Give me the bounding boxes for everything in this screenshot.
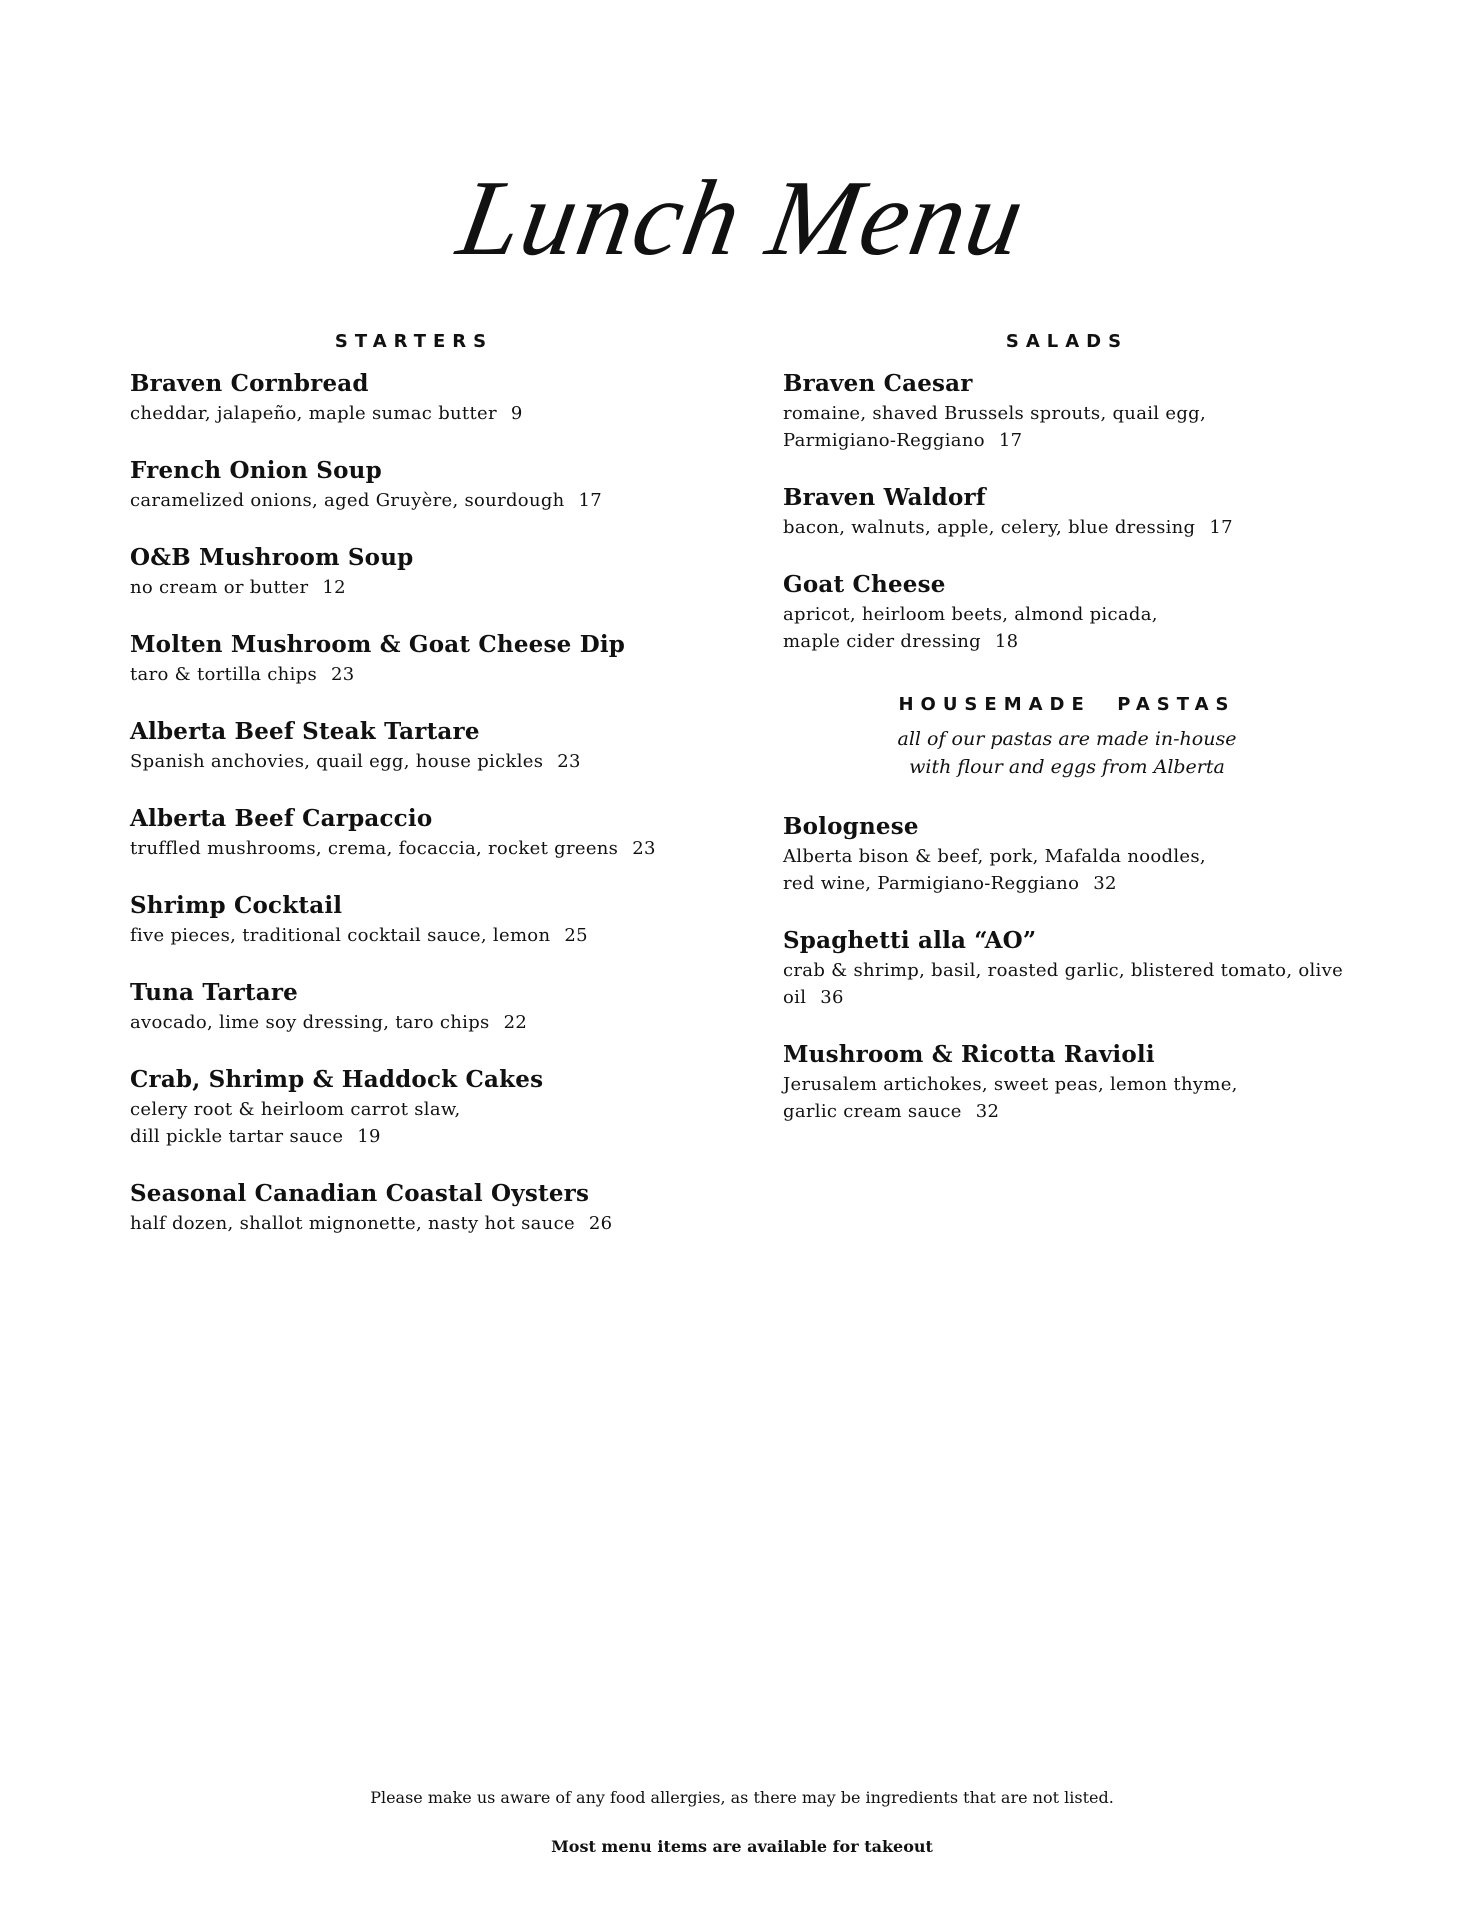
- item-price: 36: [820, 987, 844, 1008]
- menu-title: Lunch Menu: [450, 159, 1035, 278]
- pastas-note-line: with flour and eggs from Alberta: [909, 756, 1225, 778]
- item-name: Mushroom & Ricotta Ravioli: [783, 1041, 1155, 1068]
- item-description: red wine, Parmigiano-Reggiano 32: [783, 873, 1117, 894]
- item-name: O&B Mushroom Soup: [130, 544, 414, 571]
- item-name: Alberta Beef Carpaccio: [130, 805, 433, 832]
- item-price: 26: [588, 1213, 613, 1234]
- item-description: truffled mushrooms, crema, focaccia, rocket greens 23: [130, 838, 656, 859]
- item-description: avocado, lime soy dressing, taro chips 22: [130, 1012, 528, 1033]
- item-name: French Onion Soup: [130, 457, 382, 484]
- item-description: caramelized onions, aged Gruyère, sourdough 17: [130, 490, 603, 511]
- menu-item: [130, 890, 690, 949]
- item-price: 32: [975, 1101, 1000, 1122]
- menu-item: [130, 803, 690, 862]
- menu-item: [783, 482, 1363, 541]
- pastas-heading: HOUSEMADE PASTAS: [898, 694, 1236, 715]
- menu-item: [783, 925, 1363, 1011]
- starters-heading: STARTERS: [334, 331, 494, 352]
- item-price: 17: [1209, 517, 1233, 538]
- item-name: Alberta Beef Steak Tartare: [130, 718, 480, 745]
- menu-item: [783, 1039, 1363, 1125]
- item-description-line: Jerusalem artichokes, sweet peas, lemon thyme,: [783, 1074, 1238, 1095]
- item-description: half dozen, shallot mignonette, nasty hot sauce 26: [130, 1213, 613, 1234]
- item-price: 9: [510, 403, 523, 424]
- menu-item: [130, 629, 690, 688]
- pastas-note: [783, 725, 1351, 781]
- item-description: bacon, walnuts, apple, celery, blue dressing 17: [783, 517, 1233, 538]
- item-description-line: apricot, heirloom beets, almond picada,: [783, 604, 1158, 625]
- menu-item: [130, 455, 690, 514]
- item-name: Seasonal Canadian Coastal Oysters: [130, 1180, 590, 1207]
- menu-item: [130, 1178, 690, 1237]
- item-description: Parmigiano-Reggiano 17: [783, 430, 1023, 451]
- item-name: Molten Mushroom & Goat Cheese Dip: [130, 631, 626, 658]
- item-price: 12: [322, 577, 346, 598]
- item-description: dill pickle tartar sauce 19: [130, 1126, 381, 1147]
- starters-column: [130, 330, 690, 1265]
- item-name: Braven Caesar: [783, 370, 973, 397]
- menu-item: [130, 368, 690, 427]
- item-price: 23: [632, 838, 656, 859]
- menu-item: [130, 1064, 690, 1150]
- menu-item: [783, 569, 1363, 655]
- allergy-note: Please make us aware of any food allergies, as there may be ingredients that are not listed.: [370, 1788, 1114, 1807]
- item-name: Crab, Shrimp & Haddock Cakes: [130, 1066, 544, 1093]
- item-name: Spaghetti alla “AO”: [783, 927, 1037, 954]
- item-name: Goat Cheese: [783, 571, 946, 598]
- item-name: Bolognese: [783, 813, 919, 840]
- item-description: five pieces, traditional cocktail sauce, lemon 25: [130, 925, 588, 946]
- item-price: 32: [1093, 873, 1117, 894]
- item-price: 18: [994, 631, 1019, 652]
- item-name: Braven Waldorf: [783, 484, 986, 511]
- item-price: 25: [564, 925, 588, 946]
- item-description: oil 36: [783, 987, 844, 1008]
- item-description: maple cider dressing 18: [783, 631, 1019, 652]
- pastas-note-line: all of our pastas are made in-house: [897, 728, 1237, 750]
- item-description-line: Alberta bison & beef, pork, Mafalda noodles,: [783, 846, 1206, 867]
- item-name: Braven Cornbread: [130, 370, 369, 397]
- item-description: cheddar, jalapeño, maple sumac butter 9: [130, 403, 523, 424]
- item-price: 17: [998, 430, 1023, 451]
- item-description: no cream or butter 12: [130, 577, 346, 598]
- item-name: Tuna Tartare: [130, 979, 298, 1006]
- item-price: 22: [503, 1012, 528, 1033]
- item-price: 19: [357, 1126, 381, 1147]
- salads-list: [783, 368, 1363, 655]
- menu-item: [130, 977, 690, 1036]
- menu-item: [130, 716, 690, 775]
- item-description-line: celery root & heirloom carrot slaw,: [130, 1099, 461, 1120]
- item-description: garlic cream sauce 32: [783, 1101, 1000, 1122]
- menu-item: [130, 542, 690, 601]
- item-description-line: crab & shrimp, basil, roasted garlic, blistered tomato, olive: [783, 960, 1344, 981]
- item-description: taro & tortilla chips 23: [130, 664, 355, 685]
- takeout-note: Most menu items are available for takeout: [551, 1837, 933, 1856]
- item-price: 17: [578, 490, 603, 511]
- item-description: Spanish anchovies, quail egg, house pickles 23: [130, 751, 581, 772]
- salads-pastas-column: [783, 330, 1363, 1153]
- menu-item: [783, 811, 1363, 897]
- item-description-line: romaine, shaved Brussels sprouts, quail egg,: [783, 403, 1206, 424]
- item-price: 23: [557, 751, 581, 772]
- menu-item: [783, 368, 1363, 454]
- salads-heading: SALADS: [1005, 331, 1129, 352]
- item-name: Shrimp Cocktail: [130, 892, 343, 919]
- item-price: 23: [331, 664, 355, 685]
